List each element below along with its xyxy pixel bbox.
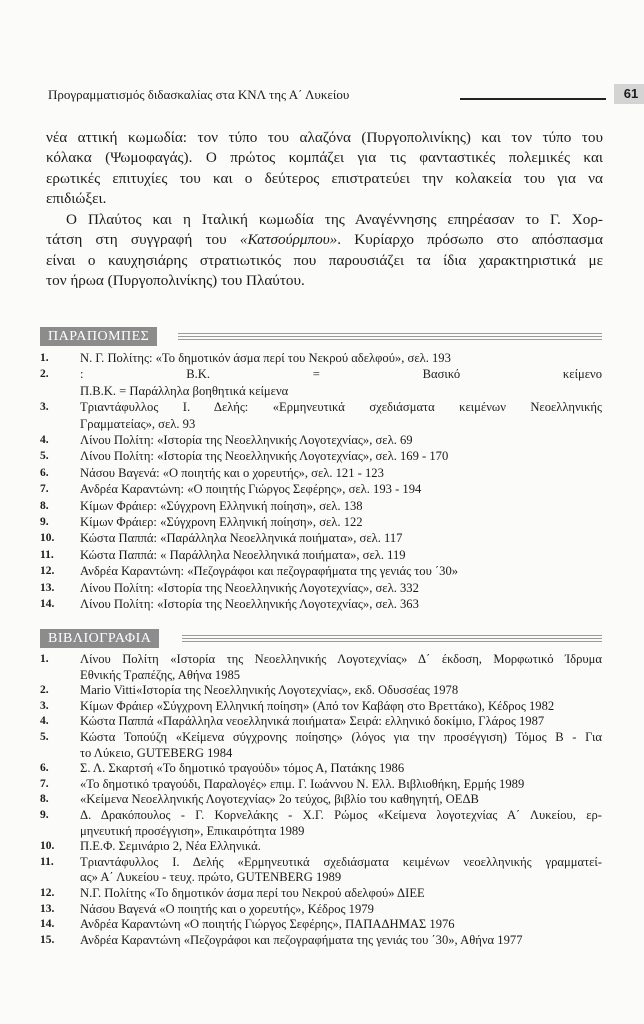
bibliography-item-text: Δ. Δρακόπουλος - Γ. Κορνελάκης - Χ.Γ. Ρώμος «Κείμενα λογοτεχνίας Α΄ Λυκείου, ερ- [80,807,602,822]
bibliography-item-text: Ανδρέα Καραντώνη «Ο ποιητής Γιώργος Σεφέρης», ΠΑΠΑΔΗΜΑΣ 1976 [80,917,455,932]
bibliography-item [40,933,602,949]
reference-item-text: Λίνου Πολίτη: «Ιστορία της Νεοελληνικής Λογοτεχνίας», σελ. 69 [80,433,413,448]
paragraph-line [46,230,603,250]
reference-item-text: Λίνου Πολίτη: «Ιστορία της Νεοελληνικής Λογοτεχνίας», σελ. 332 [80,580,419,595]
bibliography-item-text: Σ. Λ. Σκαρτσή «Το δημοτικό τραγούδι» τόμος Α, Πατάκης 1986 [80,761,405,776]
references-heading [40,327,602,347]
bibliography-item-text: το Λύκειο, GUTEBERG 1984 [80,745,233,760]
reference-item-text: Κίμων Φράιερ: «Σύγχρονη Ελληνική ποίηση», σελ. 138 [80,498,363,513]
bibliography-item [40,761,602,777]
references-heading-label: ΠΑΡΑΠΟΜΠΕΣ [40,327,157,346]
bibliography-item [40,839,602,855]
reference-item-number: 4. [40,434,49,447]
reference-item [40,481,602,497]
bibliography-item-text: Κώστα Τοπούζη «Κείμενα σύγχρονης ποίησης» (λόγος για την προσέγγιση) Τόμος Β - Για [80,729,602,744]
reference-item [40,465,602,481]
paragraph-line: είναι ο καυχησιάρης στρατιωτικός που παρουσιάζει τα ίδια χαρακτηριστικά με [46,251,603,269]
bibliography-item-text: μηνευτική προσέγγιση», Επικαιρότητα 1989 [80,823,305,838]
bibliography-item-text: Ν.Γ. Πολίτης «Το δημοτικόν άσμα περί του Νεκρού αδελφού» ΔΙΕΕ [80,885,425,900]
reference-item [40,547,602,563]
bibliography-list [40,652,602,948]
paragraph-line: ερωτικές επιτυχίες του και ο δεύτερος επιστρατεύει την κολακεία του για να [46,169,603,187]
reference-item [40,498,602,514]
reference-item-number: 10. [40,532,55,545]
bibliography-item [40,917,602,933]
bibliography-item-number: 1. [40,653,49,665]
reference-item-text: : Β.Κ. = Βασικό κείμενο [80,367,602,382]
reference-item-number: 9. [40,516,49,529]
reference-item [40,350,602,366]
bibliography-item-text: Νάσου Βαγενά «Ο ποιητής και ο χορευτής», Κέδρος 1979 [80,901,374,916]
reference-item [40,530,602,546]
bibliography-item-number: 8. [40,793,49,806]
bibliography-item [40,886,602,902]
reference-item-text: Γραμματείας», σελ. 93 [80,416,196,431]
bibliography-item [40,808,602,839]
paragraph-1 [46,128,603,210]
reference-item [40,366,602,399]
bibliography-item-text: Κώστα Παππά «Παράλληλα νεοελληνικά ποιήματα» Σειρά: ελληνικό δοκίμιο, Γλάρος 1987 [80,714,545,729]
text-run: . Κυρίαρχο πρόσωπο στο απόσπασμα [337,231,603,249]
bibliography-item-text: Εθνικής Τραπέζης, Αθήνα 1985 [80,667,241,682]
references-list [40,350,602,613]
running-header [48,84,639,106]
bibliography-item-number: 12. [40,886,55,899]
reference-item-text: Ν. Γ. Πολίτης: «Το δημοτικόν άσμα περί του Νεκρού αδελφού», σελ. 193 [80,351,451,365]
reference-item [40,596,602,612]
paragraph-line: νέα αττική κωμωδία: τον τύπο του αλαζόνα (Πυργοπολινίκης) και τον τύπο του [46,129,603,146]
bibliography-item-text: «Κείμενα Νεοελληνικής Λογοτεχνίας» 2ο τεύχος, βιβλίο του καθηγητή, ΟΕΔΒ [80,792,479,807]
bibliography-item-number: 11. [40,855,54,868]
reference-item-number: 13. [40,581,55,594]
paragraph-line: Ο Πλαύτος και η Ιταλική κωμωδία της Αναγέννησης επηρέασαν το Γ. Χορ- [66,211,603,228]
bibliography-item-number: 3. [40,699,49,712]
reference-item [40,580,602,596]
bibliography-heading [40,629,602,649]
bibliography-item-text: Λίνου Πολίτη «Ιστορία της Νεοελληνικής Λογοτεχνίας» Δ΄ έκδοση, Μορφωτικό Ίδρυμα [80,652,602,666]
paragraph-line: επιδιώξει. [46,190,107,208]
paragraph-line: τον ήρωα (Πυργοπολινίκης) του Πλαύτου. [46,272,305,290]
bibliography-item [40,730,602,761]
reference-item-number: 8. [40,499,49,512]
bibliography-item-number: 2. [40,684,49,697]
heading-stripes [182,635,602,643]
bibliography-item-number: 14. [40,918,55,931]
bibliography-item-number: 15. [40,933,55,946]
running-title: Προγραμματισμός διδασκαλίας στα ΚΝΛ της Α΄ Λυκείου [48,87,350,102]
bibliography-heading-label: ΒΙΒΛΙΟΓΡΑΦΙΑ [40,629,159,648]
bibliography-item-number: 10. [40,840,55,853]
reference-item-text: Κώστα Παππά: « Παράλληλα Νεοελληνικά ποιήματα», σελ. 119 [80,547,406,562]
text-run: τάτση στη συγγραφή του [46,231,240,249]
header-rule [460,98,606,100]
reference-item-number: 12. [40,565,55,578]
reference-item [40,563,602,579]
reference-item-text: Ανδρέα Καραντώνη: «Ο ποιητής Γιώργος Σεφέρης», σελ. 193 - 194 [80,482,422,497]
bibliography-item-text: Mario Vitti«Ιστορία της Νεοελληνικής Λογοτεχνίας», εκδ. Οδυσσέας 1978 [80,683,459,698]
bibliography-item-text: Κίμων Φράιερ «Σύγχρονη Ελληνική ποίηση» (Από τον Καβάφη στο Βρεττάκο), Κέδρος 1982 [80,698,555,713]
paragraph-2 [46,210,603,292]
page-number: 61 [614,84,644,104]
reference-item-text: Λίνου Πολίτη: «Ιστορία της Νεοελληνικής Λογοτεχνίας», σελ. 169 - 170 [80,449,449,464]
reference-item-text: Κίμων Φράιερ: «Σύγχρονη Ελληνική ποίηση», σελ. 122 [80,515,363,530]
reference-item [40,399,602,432]
bibliography-item-number: 4. [40,715,49,728]
reference-item-number: 2. [40,368,49,381]
bibliography-item-text: Ανδρέα Καραντώνη «Πεζογράφοι και πεζογραφήματα της γενιάς του ΄30», Αθήνα 1977 [80,932,523,947]
reference-item-number: 1. [40,352,49,364]
reference-item-number: 5. [40,450,49,463]
reference-item-number: 3. [40,401,49,414]
reference-item-text: Νάσου Βαγενά: «Ο ποιητής και ο χορευτής», σελ. 121 - 123 [80,465,384,480]
bibliography-item-number: 6. [40,762,49,775]
bibliography-item [40,792,602,808]
bibliography-item-text: «Το δημοτικό τραγούδι, Παραλογές» επιμ. Γ. Ιωάννου Ν. Ελλ. Βιβλιοθήκη, Ερμής 1989 [80,776,525,791]
reference-item [40,448,602,464]
reference-item-number: 14. [40,598,55,611]
reference-item-number: 7. [40,483,49,496]
bibliography-item [40,902,602,918]
heading-stripes [178,333,602,341]
bibliography-item-number: 7. [40,777,49,790]
bibliography-item [40,855,602,886]
reference-item [40,432,602,448]
bibliography-item-text: Τριαντάφυλλος Ι. Δελής «Ερμηνευτικά σχεδιάσματα κειμένων νεοελληνικής γραμματεί- [80,854,602,869]
paragraph-line: κόλακα (Ψωμοφαγάς). Ο πρώτος κομπάζει για τις φανταστικές πολεμικές και [46,149,603,167]
bibliography-item [40,699,602,715]
bibliography-item [40,683,602,699]
reference-item-number: 6. [40,466,49,479]
reference-item [40,514,602,530]
bibliography-item [40,652,602,683]
bibliography-item-number: 13. [40,902,55,915]
reference-item-text: Κώστα Παππά: «Παράλληλα Νεοελληνικά ποιήματα», σελ. 117 [80,531,403,546]
reference-item-number: 11. [40,548,54,561]
bibliography-item-text: ας» Α΄ Λυκείου - τευχ. πρώτο, GUTENBERG 1989 [80,870,342,885]
bibliography-item-number: 5. [40,730,49,743]
reference-item-text: Λίνου Πολίτη: «Ιστορία της Νεοελληνικής Λογοτεχνίας», σελ. 363 [80,597,419,612]
bibliography-item-number: 9. [40,808,49,821]
reference-item-text: Π.Β.Κ. = Παράλληλα βοηθητικά κείμενα [80,383,289,398]
bibliography-item [40,777,602,793]
reference-item-text: Τριαντάφυλλος Ι. Δελής: «Ερμηνευτικά σχεδιάσματα κειμένων Νεοελληνικής [80,400,602,415]
bibliography-item [40,714,602,730]
reference-item-text: Ανδρέα Καραντώνη: «Πεζογράφοι και πεζογραφήματα της γενιάς του ΄30» [80,564,459,579]
emphasis-title: «Κατσούρμπου» [239,231,338,249]
bibliography-item-text: Π.Ε.Φ. Σεμινάριο 2, Νέα Ελληνικά. [80,839,261,854]
